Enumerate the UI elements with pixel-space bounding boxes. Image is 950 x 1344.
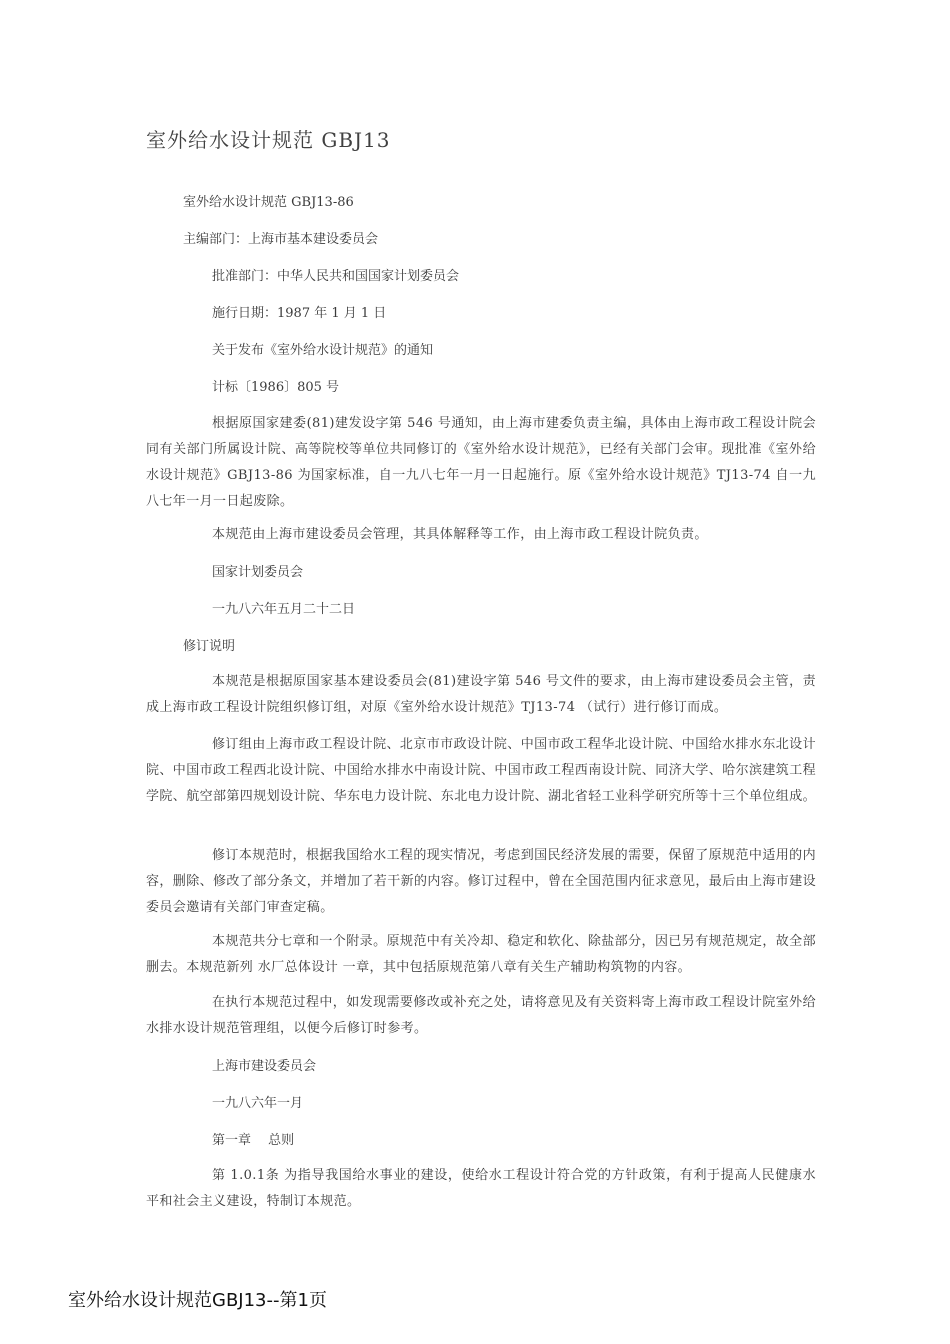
revision-date: 一九八六年一月 [212, 1096, 304, 1111]
document-title: 室外给水设计规范 GBJ13 [146, 128, 391, 152]
notice-number: 计标〔1986〕805 号 [212, 380, 340, 395]
revision-heading: 修订说明 [183, 639, 236, 654]
approving-department: 批准部门：中华人民共和国国家计划委员会 [212, 269, 460, 284]
notice-title: 关于发布《室外给水设计规范》的通知 [212, 343, 434, 358]
revision-paragraph: 修订本规范时，根据我国给水工程的现实情况，考虑到国民经济发展的需要，保留了原规范中适用的内容，删除、修改了部分条文，并增加了若干新的内容。修订过程中，曾在全国范围内征求意见，最后由上海市建设委员会邀请有关部门审查定稿。 [146, 848, 817, 915]
revision-paragraph: 修订组由上海市政工程设计院、北京市市政设计院、中国市政工程华北设计院、中国给水排水东北设计院、中国市政工程西北设计院、中国给水排水中南设计院、中国市政工程西南设计院、同济大学、哈尔滨建筑工程学院、航空部第四规划设计院、华东电力设计院、东北电力设计院、湖北省轻工业科学研究所等十三个单位组成。 [146, 737, 817, 804]
article-paragraph: 第 1.0.1条 为指导我国给水事业的建设，使给水工程设计符合党的方针政策，有利于提高人民健康水平和社会主义建设，特制订本规范。 [146, 1168, 816, 1209]
effective-date: 施行日期：1987 年 1 月 1 日 [212, 306, 387, 321]
revision-paragraph: 本规范是根据原国家基本建设委员会(81)建设字第 546 号文件的要求，由上海市建设委员会主管，责成上海市政工程设计院组织修订组，对原《室外给水设计规范》TJ13-74 （试行）进行修订而成。 [146, 674, 816, 715]
revision-paragraph: 本规范共分七章和一个附录。原规范中有关冷却、稳定和软化、除盐部分，因已另有规范规定，故全部删去。本规范新列 水厂总体设计 一章，其中包括原规范第八章有关生产辅助构筑物的内容。 [146, 934, 816, 975]
notice-paragraph: 本规范由上海市建设委员会管理，其具体解释等工作，由上海市政工程设计院负责。 [212, 527, 708, 542]
standard-code: 室外给水设计规范 GBJ13-86 [183, 195, 354, 210]
revision-signatory: 上海市建设委员会 [212, 1059, 317, 1074]
editor-department: 主编部门：上海市基本建设委员会 [183, 232, 379, 247]
revision-paragraph: 在执行本规范过程中，如发现需要修改或补充之处，请将意见及有关资料寄上海市政工程设计院室外给水排水设计规范管理组，以便今后修订时参考。 [146, 995, 816, 1036]
notice-date: 一九八六年五月二十二日 [212, 602, 356, 617]
notice-paragraph: 根据原国家建委(81)建发设字第 546 号通知，由上海市建委负责主编，具体由上海市政工程设计院会同有关部门所属设计院、高等院校等单位共同修订的《室外给水设计规范》，已经有关部门会审。现批准《室外给水设计规范》GBJ13-86 为国家标准，自一九八七年一月一日起施行。原《室外给水设计规范》TJ13-74 自一九八七年一月一日起废除。 [146, 416, 816, 509]
notice-signatory: 国家计划委员会 [212, 565, 304, 580]
page-footer: 室外给水设计规范GBJ13--第1页 [68, 1290, 327, 1311]
chapter-heading: 第一章 总则 [212, 1133, 295, 1148]
